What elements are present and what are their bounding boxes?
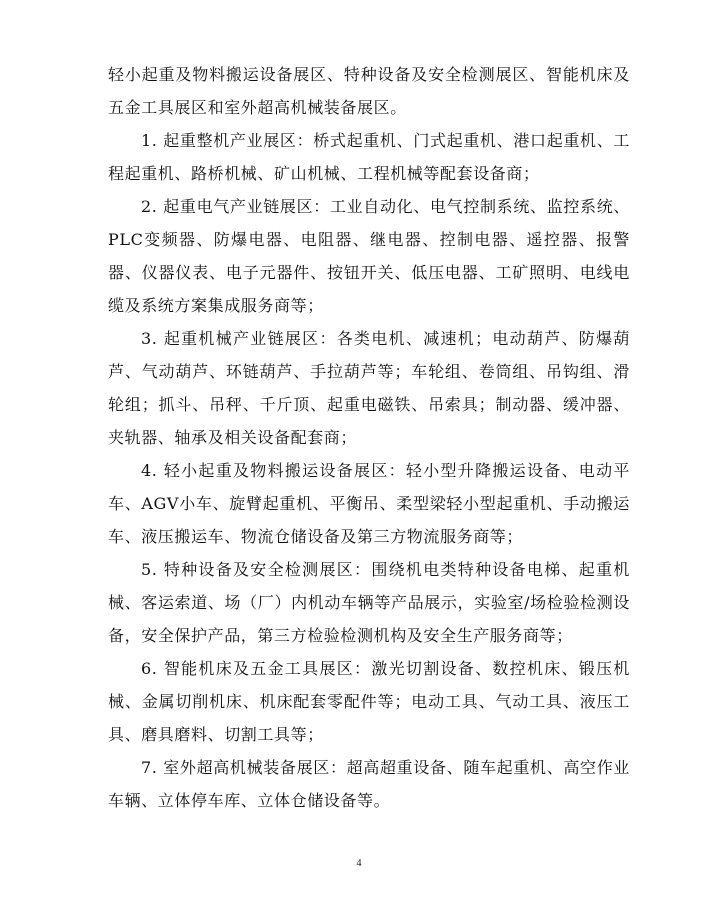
page-number: 4 [356, 858, 362, 869]
list-item-6: 6. 智能机床及五金工具展区：激光切割设备、数控机床、锻压机械、金属切削机床、机床配套零配件等；电动工具、气动工具、液压工具、磨具磨料、切割工具等； [108, 659, 630, 744]
intro-paragraph: 轻小起重及物料搬运设备展区、特种设备及安全检测展区、智能机床及五金工具展区和室外超高机械装备展区。 [108, 65, 630, 117]
body-text [108, 58, 630, 817]
list-item-3: 3. 起重机械产业链展区：各类电机、减速机；电动葫芦、防爆葫芦、气动葫芦、环链葫芦、手拉葫芦等；车轮组、卷筒组、吊钩组、滑轮组；抓斗、吊秤、千斤顶、起重电磁铁、吊索具；制动器、缓冲器、夹轨器、轴承及相关设备配套商； [108, 329, 630, 447]
list-item-7: 7. 室外超高机械装备展区：超高超重设备、随车起重机、高空作业车辆、立体停车库、立体仓储设备等。 [108, 758, 630, 810]
list-item-4: 4. 轻小起重及物料搬运设备展区：轻小型升降搬运设备、电动平车、AGV小车、旋臂起重机、平衡吊、柔型梁轻小型起重机、手动搬运车、液压搬运车、物流仓储设备及第三方物流服务商等； [108, 461, 630, 546]
list-item-5: 5. 特种设备及安全检测展区：围绕机电类特种设备电梯、起重机械、客运索道、场（厂）内机动车辆等产品展示，实验室/场检验检测设备，安全保护产品，第三方检验检测机构及安全生产服务商等； [108, 560, 630, 645]
list-item-1: 1. 起重整机产业展区：桥式起重机、门式起重机、港口起重机、工程起重机、路桥机械、矿山机械、工程机械等配套设备商； [108, 131, 630, 183]
list-item-2: 2. 起重电气产业链展区：工业自动化、电气控制系统、监控系统、PLC变频器、防爆电器、电阻器、继电器、控制电器、遥控器、报警器、仪器仪表、电子元器件、按钮开关、低压电器、工矿照明、电线电缆及系统方案集成服务商等； [108, 197, 630, 315]
